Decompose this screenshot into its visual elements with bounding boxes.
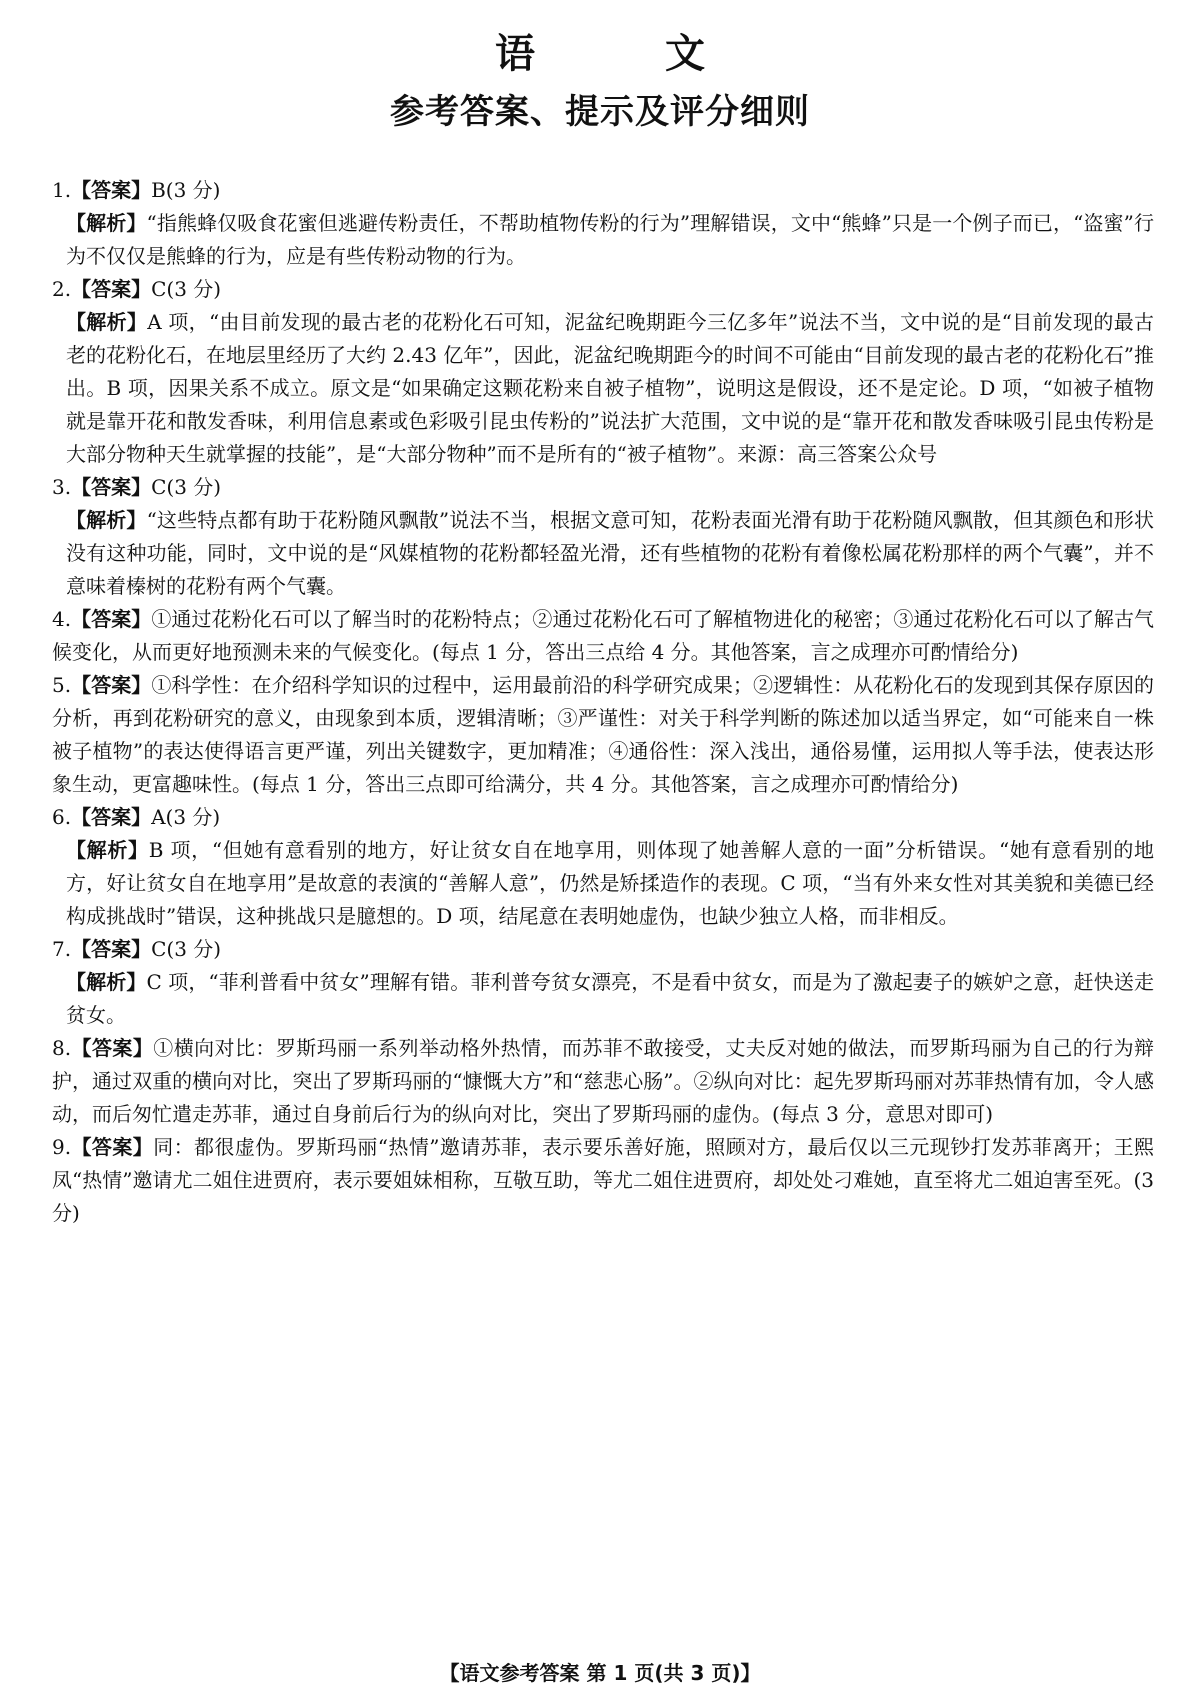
answer-paragraph [52,1131,1154,1230]
question-number: 2. [52,277,72,301]
question-number: 5. [52,673,72,697]
answer-label: 【答案】 [71,607,152,631]
answer-text: ①横向对比：罗斯玛丽一系列举动格外热情，而苏菲不敢接受，丈夫反对她的做法，而罗斯玛丽为自己的行为辩护，通过双重的横向对比，突出了罗斯玛丽的“慷慨大方”和“慈悲心肠”。②纵向对比：起先罗斯玛丽对苏菲热情有加，令人感动，而后匆忙遣走苏菲，通过自身前后行为的纵向对比，突出了罗斯玛丽的虚伪。(每点 3 分，意思对即可) [52,1036,1155,1126]
page-subtitle: 参考答案、提示及评分细则 [390,92,810,132]
answer-line [52,174,1154,207]
page-footer: 【语文参考答案 第 1 页(共 3 页)】 [439,1661,761,1685]
page-title: 语 文 [495,31,763,77]
answer-paragraph [52,669,1154,801]
answer-label: 【答案】 [71,673,152,697]
answer-line [52,933,1154,966]
answer-label: 【答案】 [71,277,152,301]
answer-text: ①科学性：在介绍科学知识的过程中，运用最前沿的科学研究成果；②逻辑性：从花粉化石的发现到其保存原因的分析，再到花粉研究的意义，由现象到本质，逻辑清晰；③严谨性：对关于科学判断的陈述加以适当界定，如“可能来自一株被子植物”的表达使得语言更严谨，列出关键数字，更加精准；④通俗性：深入浅出，通俗易懂，运用拟人等手法，使表达形象生动，更富趣味性。(每点 1 分，答出三点即可给满分，共 4 分。其他答案，言之成理亦可酌情给分) [52,673,1155,796]
question-8 [52,1032,1154,1131]
analysis-paragraph [52,504,1154,603]
question-5 [52,669,1154,801]
question-number: 8. [52,1036,72,1060]
analysis-label: 【解析】 [66,970,147,994]
question-9 [52,1131,1154,1230]
question-number: 6. [52,805,72,829]
answer-paragraph [52,1032,1154,1131]
answer-label: 【答案】 [71,475,152,499]
answer-label: 【答案】 [71,937,152,961]
analysis-text: “这些特点都有助于花粉随风飘散”说法不当，根据文意可知，花粉表面光滑有助于花粉随风飘散，但其颜色和形状没有这种功能，同时，文中说的是“风媒植物的花粉都轻盈光滑，还有些植物的花粉有着像松属花粉那样的两个气囊”，并不意味着榛树的花粉有两个气囊。 [66,508,1154,598]
analysis-label: 【解析】 [66,838,149,862]
answer-label: 【答案】 [71,805,152,829]
analysis-paragraph [52,306,1154,471]
question-3 [52,471,1154,603]
question-7 [52,933,1154,1032]
question-number: 9. [52,1135,72,1159]
answer-label: 【答案】 [71,1036,154,1060]
answer-line [52,801,1154,834]
analysis-label: 【解析】 [66,310,148,334]
analysis-paragraph [52,834,1154,933]
analysis-text: “指熊蜂仅吸食花蜜但逃避传粉责任，不帮助植物传粉的行为”理解错误，文中“熊蜂”只是一个例子而已，“盗蜜”行为不仅仅是熊蜂的行为，应是有些传粉动物的行为。 [66,211,1154,268]
analysis-text: C 项，“菲利普看中贫女”理解有错。菲利普夸贫女漂亮，不是看中贫女，而是为了激起妻子的嫉妒之意，赶快送走贫女。 [66,970,1155,1027]
question-6 [52,801,1154,933]
answer-text: C(3 分) [151,937,222,961]
answer-text: C(3 分) [151,277,222,301]
analysis-paragraph [52,966,1154,1032]
answer-paragraph [52,603,1154,669]
analysis-label: 【解析】 [66,211,147,235]
analysis-label: 【解析】 [66,508,147,532]
answer-label: 【答案】 [71,1135,154,1159]
answer-text: C(3 分) [151,475,222,499]
question-1 [52,174,1154,273]
answer-line [52,273,1154,306]
question-number: 1. [52,178,72,202]
question-number: 7. [52,937,72,961]
question-2 [52,273,1154,471]
answer-list [52,174,1154,1230]
answer-text: ①通过花粉化石可以了解当时的花粉特点；②通过花粉化石可了解植物进化的秘密；③通过花粉化石可以了解古气候变化，从而更好地预测未来的气候变化。(每点 1 分，答出三点给 4 分。其他答案，言之成理亦可酌情给分) [52,607,1155,664]
analysis-paragraph [52,207,1154,273]
answer-text: B(3 分) [151,178,221,202]
question-number: 3. [52,475,72,499]
answer-text: A(3 分) [151,805,221,829]
question-4 [52,603,1154,669]
analysis-text: B 项，“但她有意看别的地方，好让贫女自在地享用，则体现了她善解人意的一面”分析错误。“她有意看别的地方，好让贫女自在地享用”是故意的表演的“善解人意”，仍然是矫揉造作的表现。C 项，“当有外来女性对其美貌和美德已经构成挑战时”错误，这种挑战只是臆想的。D 项，结尾意在表明她虚伪，也缺少独立人格，而非相反。 [66,838,1155,928]
analysis-text: A 项，“由目前发现的最古老的花粉化石可知，泥盆纪晚期距今三亿多年”说法不当，文中说的是“目前发现的最古老的花粉化石，在地层里经历了大约 2.43 亿年”，因此，泥盆纪晚期距今的时间不可能由“目前发现的最古老的花粉化石”推出。B 项，因果关系不成立。原文是“如果确定这颗花粉来自被子植物”，说明这是假设，还不是定论。D 项，“如被子植物就是靠开花和散发香味，利用信息素或色彩吸引昆虫传粉的”说法扩大范围，文中说的是“靠开花和散发香味吸引昆虫传粉是大部分物种天生就掌握的技能”，是“大部分物种”而不是所有的“被子植物”。来源：高三答案公众号 [66,310,1155,466]
answer-line [52,471,1154,504]
answer-label: 【答案】 [71,178,152,202]
answer-text: 同：都很虚伪。罗斯玛丽“热情”邀请苏菲，表示要乐善好施，照顾对方，最后仅以三元现钞打发苏菲离开；王熙凤“热情”邀请尤二姐住进贾府，表示要姐妹相称，互敬互助，等尤二姐住进贾府，却处处刁难她，直至将尤二姐迫害至死。(3 分) [52,1135,1155,1225]
question-number: 4. [52,607,72,631]
